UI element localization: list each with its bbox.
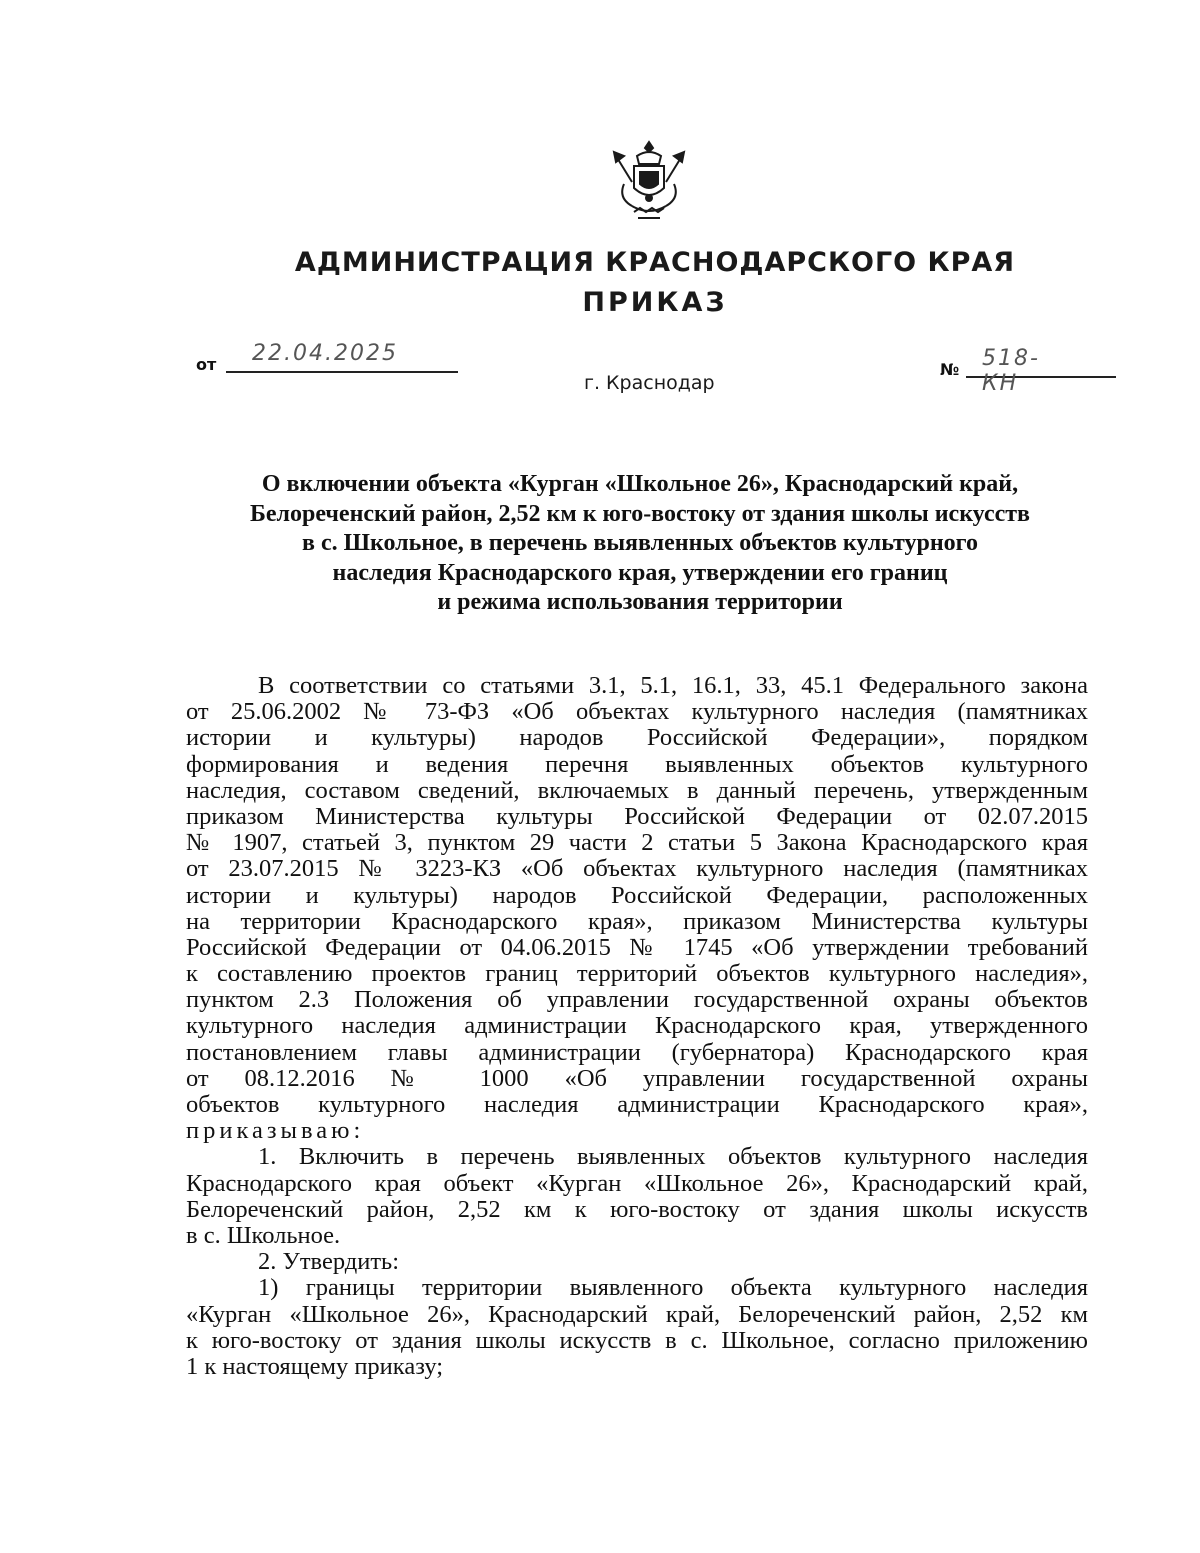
body-line: приказом Министерства культуры Российской Федерации от 02.07.2015 <box>186 802 1088 830</box>
subject-line: О включении объекта «Курган «Школьное 26», Краснодарский край, <box>261 471 1019 497</box>
date-value: 22.04.2025 <box>252 341 398 366</box>
body-line: постановлением главы администрации (губернатора) Краснодарского края <box>186 1038 1088 1066</box>
body-line: к юго-востоку от здания школы искусств в с. Школьное, согласно приложению <box>186 1326 1088 1354</box>
body-line: «Курган «Школьное 26», Краснодарский край, Белореченский район, 2,52 км <box>186 1300 1088 1328</box>
body-line: В соответствии со статьями 3.1, 5.1, 16.1, 33, 45.1 Федерального закона <box>258 672 1088 699</box>
body-line: пунктом 2.3 Положения об управлении государственной охраны объектов <box>186 986 1088 1014</box>
subject-line: и режима использования территории <box>437 589 843 616</box>
body-line: от 25.06.2002 № 73-ФЗ «Об объектах культурного наследия (памятниках <box>186 698 1088 726</box>
body-line-order-word: приказываю: <box>186 1117 365 1145</box>
subject-line: Белореченский район, 2,52 км к юго-востоку от здания школы искусств <box>250 500 1030 527</box>
body-line: Белореченский район, 2,52 км к юго-востоку от здания школы искусств <box>186 1195 1088 1223</box>
body-line: истории и культуры) народов Российской Федерации», порядком <box>186 724 1088 752</box>
body-line: Краснодарского края объект «Курган «Школьное 26», Краснодарский край, <box>186 1169 1088 1197</box>
organization-title: АДМИНИСТРАЦИЯ КРАСНОДАРСКОГО КРАЯ <box>294 247 1016 278</box>
body-line: объектов культурного наследия администрации Краснодарского края», <box>186 1091 1088 1118</box>
city: г. Краснодар <box>584 372 715 394</box>
body-line: к составлению проектов границ территорий объектов культурного наследия», <box>186 960 1088 988</box>
body-line: от 23.07.2015 № 3223-КЗ «Об объектах культурного наследия (памятниках <box>186 855 1088 883</box>
document-subject <box>190 470 1090 618</box>
body-line: на территории Краснодарского края», приказом Министерства культуры <box>186 907 1088 935</box>
body-line: № 1907, статьей 3, пунктом 29 части 2 статьи 5 Закона Краснодарского края <box>186 829 1088 857</box>
document-type: ПРИКАЗ <box>582 287 728 318</box>
date-underline <box>226 371 458 373</box>
body-line: 1) границы территории выявленного объекта культурного наследия <box>258 1274 1088 1302</box>
body-line: 1. Включить в перечень выявленных объектов культурного наследия <box>258 1143 1088 1171</box>
body-line: в с. Школьное. <box>186 1221 341 1249</box>
number-value: 518-КН <box>982 346 1040 396</box>
subject-line: в с. Школьное, в перечень выявленных объектов культурного <box>302 530 978 557</box>
body-line: 2. Утвердить: <box>258 1248 400 1276</box>
coat-of-arms-emblem <box>610 138 688 226</box>
body-line: Российской Федерации от 04.06.2015 № 1745 «Об утверждении требований <box>186 933 1088 961</box>
date-prefix: от <box>196 355 217 374</box>
body-line: 1 к настоящему приказу; <box>186 1352 444 1380</box>
body-line: от 08.12.2016 № 1000 «Об управлении государственной охраны <box>186 1064 1088 1092</box>
document-body <box>186 673 1088 1380</box>
body-line: культурного наследия администрации Краснодарского края, утвержденного <box>186 1012 1088 1040</box>
number-prefix: № <box>940 360 960 379</box>
body-line: наследия, составом сведений, включаемых в данный перечень, утвержденным <box>186 776 1088 804</box>
body-line: истории и культуры) народов Российской Федерации, расположенных <box>186 881 1088 909</box>
body-line: формирования и ведения перечня выявленных объектов культурного <box>186 750 1088 778</box>
subject-line: наследия Краснодарского края, утверждении его границ <box>332 559 948 586</box>
